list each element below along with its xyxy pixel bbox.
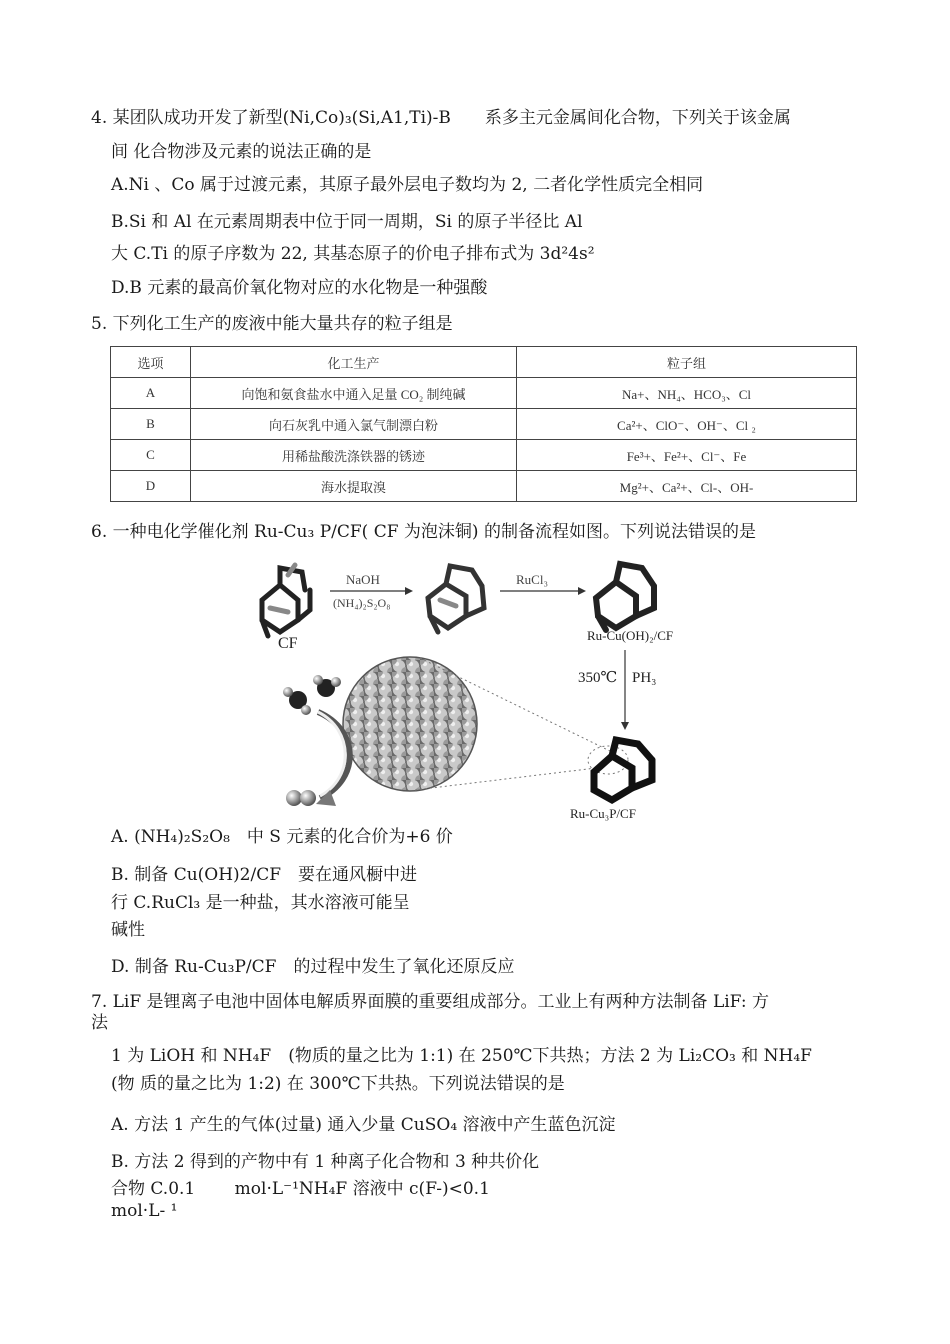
row-particles: Na+、NH₄、HCO₃、Cl: [517, 378, 857, 409]
q4-option-c: 大 C.Ti 的原子序数为 22, 其基态原子的价电子排布式为 3d²4s²: [111, 244, 595, 264]
row-process: 向饱和氨食盐水中通入足量 CO₂ 制纯碱: [191, 378, 517, 409]
catalyst-surface-magnified-icon: [343, 657, 477, 791]
q7-option-c: 合物 C.0.1 mol·L⁻¹NH₄F 溶液中 c(F-)<0.1: [111, 1179, 490, 1199]
q7-stem-line1: 7. LiF 是锂离子电池中固体电解质界面膜的重要组成部分。工业上有两种方法制备 LiF: 方: [91, 992, 769, 1012]
q6-option-d: D. 制备 Ru-Cu₃P/CF 的过程中发生了氧化还原反应: [111, 957, 515, 977]
row-particles: Fe³+、Fe²+、Cl⁻、Fe: [517, 440, 857, 471]
row-particles: Mg²+、Ca²+、Cl-、OH-: [517, 471, 857, 502]
row-option: D: [111, 471, 191, 502]
q6-stem: 6. 一种电化学催化剂 Ru-Cu₃ P/CF( CF 为泡沫铜) 的制备流程如图。下列说法错误的是: [91, 522, 756, 542]
row-particles: Ca²+、ClO⁻、OH⁻、Cl ₂: [517, 409, 857, 440]
temperature-label: 350℃: [578, 670, 618, 686]
rucl3-label: RuCl₃: [516, 572, 548, 587]
arrow-step2-icon: [500, 587, 586, 595]
q4-stem-line1: 4. 某团队成功开发了新型(Ni,Co)₃(Si,A1,Ti)-B 系多主元金属间化合物，下列关于该金属: [91, 108, 791, 128]
q4-option-d: D.B 元素的最高价氧化物对应的水化物是一种强酸: [111, 278, 488, 298]
q6-option-c: 行 C.RuCl₃ 是一种盐，其水溶液可能呈: [111, 893, 410, 913]
q6-option-a: A. (NH₄)₂S₂O₈ 中 S 元素的化合价为+6 价: [111, 827, 453, 847]
q7-option-b: B. 方法 2 得到的产物中有 1 种离子化合物和 3 种共价化: [111, 1152, 540, 1172]
row-option: C: [111, 440, 191, 471]
row-option: A: [111, 378, 191, 409]
q7-option-a: A. 方法 1 产生的气体(过量) 通入少量 CuSO₄ 溶液中产生蓝色沉淀: [111, 1115, 616, 1135]
q4-stem-line2: 间 化合物涉及元素的说法正确的是: [111, 142, 372, 162]
header-option: 选项: [111, 347, 191, 378]
ru-cu3p-label: Ru-Cu₃P/CF: [570, 806, 636, 821]
persulfate-label: (NH₄)₂S₂O₈: [333, 596, 391, 610]
q7-stem-line3: 1 为 LiOH 和 NH₄F (物质的量之比为 1:1) 在 250℃下共热；方法 2 为 Li₂CO₃ 和 NH₄F: [111, 1046, 812, 1066]
arrow-step1-icon: [330, 587, 413, 595]
naoh-label: NaOH: [346, 572, 380, 587]
ph3-label: PH₃: [632, 670, 657, 686]
q4-option-b: B.Si 和 Al 在元素周期表中位于同一周期，Si 的原子半径比 Al: [111, 212, 583, 232]
ru-cu3p-foam-icon: [594, 740, 652, 800]
row-process: 向石灰乳中通入氯气制漂白粉: [191, 409, 517, 440]
ru-cu-oh-label: Ru-Cu(OH)₂/CF: [587, 628, 674, 643]
cf-label: CF: [278, 635, 298, 652]
q5-stem: 5. 下列化工生产的废液中能大量共存的粒子组是: [91, 314, 453, 334]
row-process: 用稀盐酸洗涤铁器的锈迹: [191, 440, 517, 471]
hydrogen-molecule-icon: [286, 790, 316, 806]
cf-foam-icon: [262, 565, 310, 636]
header-particles: 粒子组: [517, 347, 857, 378]
row-process: 海水提取溴: [191, 471, 517, 502]
q4-option-a: A.Ni 、Co 属于过渡元素，其原子最外层电子数均为 2, 二者化学性质完全相同: [111, 175, 704, 195]
q7-stem-line2: 法: [91, 1013, 108, 1033]
q7-option-c-cont: mol·L- ¹: [111, 1201, 178, 1221]
header-process: 化工生产: [191, 347, 517, 378]
ru-cu-oh-foam-icon: [596, 564, 654, 630]
row-option: B: [111, 409, 191, 440]
q7-stem-line4: (物 质的量之比为 1:2) 在 300℃下共热。下列说法错误的是: [111, 1074, 565, 1094]
intermediate-foam-icon: [428, 566, 484, 632]
q6-option-c-cont: 碱性: [111, 920, 145, 940]
water-molecule-icon: [283, 675, 341, 715]
arrow-step3-icon: [621, 650, 629, 730]
q6-option-b: B. 制备 Cu(OH)2/CF 要在通风橱中进: [111, 865, 418, 885]
